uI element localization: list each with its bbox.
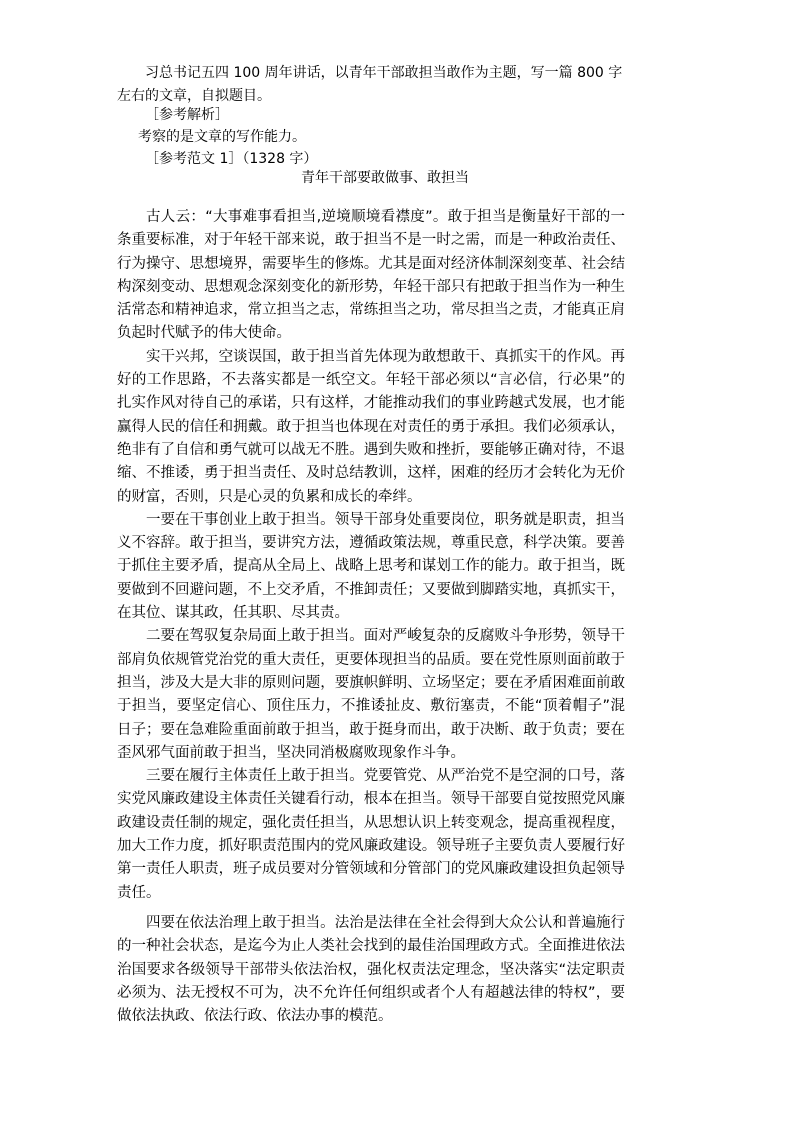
analysis-text: 考察的是文章的写作能力。 xyxy=(138,129,306,145)
essay-body xyxy=(117,206,625,1028)
essay-paragraph: 一要在干事创业上敢于担当。领导干部身处重要岗位，职务就是职责，担当义不容辞。敢于担当，要讲究方法，遵循政策法规，尊重民意，科学决策。要善于抓住主要矛盾，提高从全局上、战略上思考和谋划工作的能力。敢于担当，既要做到不回避问题，不上交矛盾，不推卸责任；又要做到脚踏实地，真抓实干，在其位、谋其政，任其职、尽其责。 xyxy=(117,511,625,622)
reference-analysis-label: ［参考解析］ xyxy=(145,107,229,123)
essay-paragraph: 四要在依法治理上敢于担当。法治是法律在全社会得到大众公认和普遍施行的一种社会状态，是迄今为止人类社会找到的最佳治国理政方式。全面推进依法治国要求各级领导干部带头依法治权，强化权责法定理念，坚决落实“法定职责必须为、法无授权不可为，决不允许任何组织或者个人有超越法律的特权”，要做依法执政、依法行政、依法办事的模范。 xyxy=(117,914,625,1025)
essay-paragraph: 古人云：“大事难事看担当,逆境顺境看襟度”。敢于担当是衡量好干部的一条重要标准，对于年轻干部来说，敢于担当不是一时之需，而是一种政治责任、行为操守、思想境界，需要毕生的修炼。尤其是面对经济体制深刻变革、社会结构深刻变动、思想观念深刻变化的新形势，年轻干部只有把敢于担当作为一种生活常态和精神追求，常立担当之志，常练担当之功，常尽担当之责，才能真正肩负起时代赋予的伟大使命。 xyxy=(117,209,625,342)
essay-title: 青年干部要敢做事、敢担当 xyxy=(301,170,469,186)
question-text: 习总书记五四 100 周年讲话，以青年干部敢担当敢作为主题，写一篇 800 字左右的文章，自拟题目。 xyxy=(117,65,623,104)
essay-paragraph: 三要在履行主体责任上敢于担当。党要管党、从严治党不是空洞的口号，落实党风廉政建设主体责任关键看行动，根本在担当。领导干部要自觉按照党风廉政建设责任制的规定，强化责任担当，从思想认识上转变观念，提高重视程度，加大工作力度，抓好职责范围内的党风廉政建设。领导班子主要负责人要履行好第一责任人职责，班子成员要对分管领域和分管部门的党风廉政建设担负起领导责任。 xyxy=(117,768,625,901)
reference-essay-label: ［参考范文 1］（1328 字） xyxy=(145,151,318,167)
essay-paragraph: 二要在驾驭复杂局面上敢于担当。面对严峻复杂的反腐败斗争形势，领导干部肩负依规管党治党的重大责任，更要体现担当的品质。要在党性原则面前敢于担当，涉及大是大非的原则问题，要旗帜鲜明、立场坚定；要在矛盾困难面前敢于担当，要坚定信心、顶住压力，不推诿扯皮、敷衍塞责，不能“顶着帽子”混日子；要在急难险重面前敢于担当，敢于挺身而出，敢于决断、敢于负责；要在歪风邪气面前敢于担当，坚决同消极腐败现象作斗争。 xyxy=(117,628,625,761)
essay-paragraph: 实干兴邦，空谈误国，敢于担当首先体现为敢想敢干、真抓实干的作风。再好的工作思路，不去落实都是一纸空文。年轻干部必须以“言必信，行必果”的扎实作风对待自己的承诺，只有这样，才能推动我们的事业跨越式发展，也才能赢得人民的信任和拥戴。敢于担当也体现在对责任的勇于承担。我们必须承认，绝非有了自信和勇气就可以战无不胜。遇到失败和挫折，要能够正确对待，不退缩、不推诿，勇于担当责任、及时总结教训，这样，困难的经历才会转化为无价的财富，否则，只是心灵的负累和成长的牵绊。 xyxy=(117,348,625,505)
